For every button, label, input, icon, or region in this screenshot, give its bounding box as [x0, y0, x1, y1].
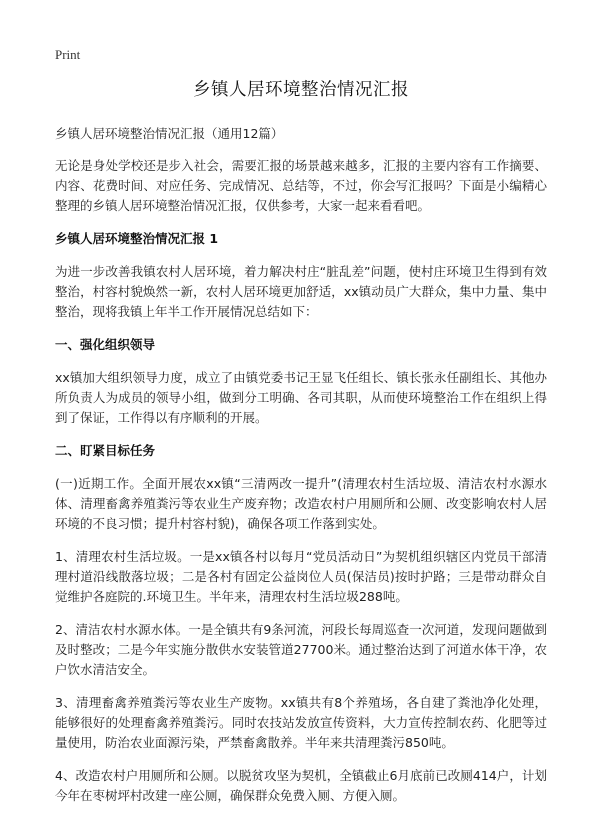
document-body — [55, 78, 547, 819]
section1-heading: 一、强化组织领导 — [55, 337, 156, 352]
document-subtitle: 乡镇人居环境整治情况汇报（通用12篇） — [55, 126, 284, 141]
item4-paragraph: 4、改造农村户用厕所和公厕。以脱贫攻坚为契机，全镇截止6月底前已改厕414户，计划今年在枣树坪村改建一座公厕，确保群众免费入厕、方便入厕。 — [55, 768, 547, 803]
report-intro-paragraph: 为进一步改善我镇农村人居环境，着力解决村庄“脏乱差”问题，使村庄环境卫生得到有效整治，村容村貌焕然一新，农村人居环境更加舒适，xx镇动员广大群众，集中力量、集中整治，现将我镇上年半工作开展情况总结如下： — [55, 264, 547, 319]
recent-work-paragraph: (一)近期工作。全面开展农xx镇“三清两改一提升”(清理农村生活垃圾、清洁农村水源水体、清理畜禽养殖粪污等农业生产废弃物；改造农村户用厕所和公厕、改变影响农村人居环境的不良习惯；提升村容村貌)，确保各项工作落到实处。 — [55, 476, 547, 531]
intro-paragraph: 无论是身处学校还是步入社会，需要汇报的场景越来越多，汇报的主要内容有工作摘要、内容、花费时间、对应任务、完成情况、总结等，不过，你会写汇报吗？下面是小编精心整理的乡镇人居环境整治情况汇报，仅供参考，大家一起来看看吧。 — [55, 158, 547, 213]
report-heading: 乡镇人居环境整治情况汇报 1 — [55, 231, 219, 246]
item2-paragraph: 2、清洁农村水源水体。一是全镇共有9条河流，河段长每周巡查一次河道，发现问题做到及时整改；二是今年实施分散供水安装管道27700米。通过整治达到了河道水体干净，农户饮水清洁安全。 — [55, 622, 547, 677]
print-link[interactable]: Print — [55, 47, 81, 62]
section1-paragraph: xx镇加大组织领导力度，成立了由镇党委书记王显飞任组长、镇长张永任副组长、其他办所负责人为成员的领导小组，做到分工明确、各司其职，从而使环境整治工作在组织上得到了保证，工作得以有序顺利的开展。 — [55, 370, 547, 425]
item3-paragraph: 3、清理畜禽养殖粪污等农业生产废物。xx镇共有8个养殖场，各自建了粪池净化处理，能够很好的处理畜禽养殖粪污。同时农技站发放宣传资料，大力宣传控制农药、化肥等过量使用，防治农业面源污染，严禁畜禽散养。半年来共清理粪污850吨。 — [55, 695, 547, 750]
document-title: 乡镇人居环境整治情况汇报 — [193, 80, 409, 100]
section2-heading: 二、盯紧目标任务 — [55, 443, 156, 458]
item1-paragraph: 1、清理农村生活垃圾。一是xx镇各村以每月“党员活动日”为契机组织辖区内党员干部清理村道沿线散落垃圾；二是各村有固定公益岗位人员(保洁员)按时护路；三是带动群众自觉维护各庭院的.环境卫生。半年来，清理农村生活垃圾288吨。 — [55, 549, 547, 604]
